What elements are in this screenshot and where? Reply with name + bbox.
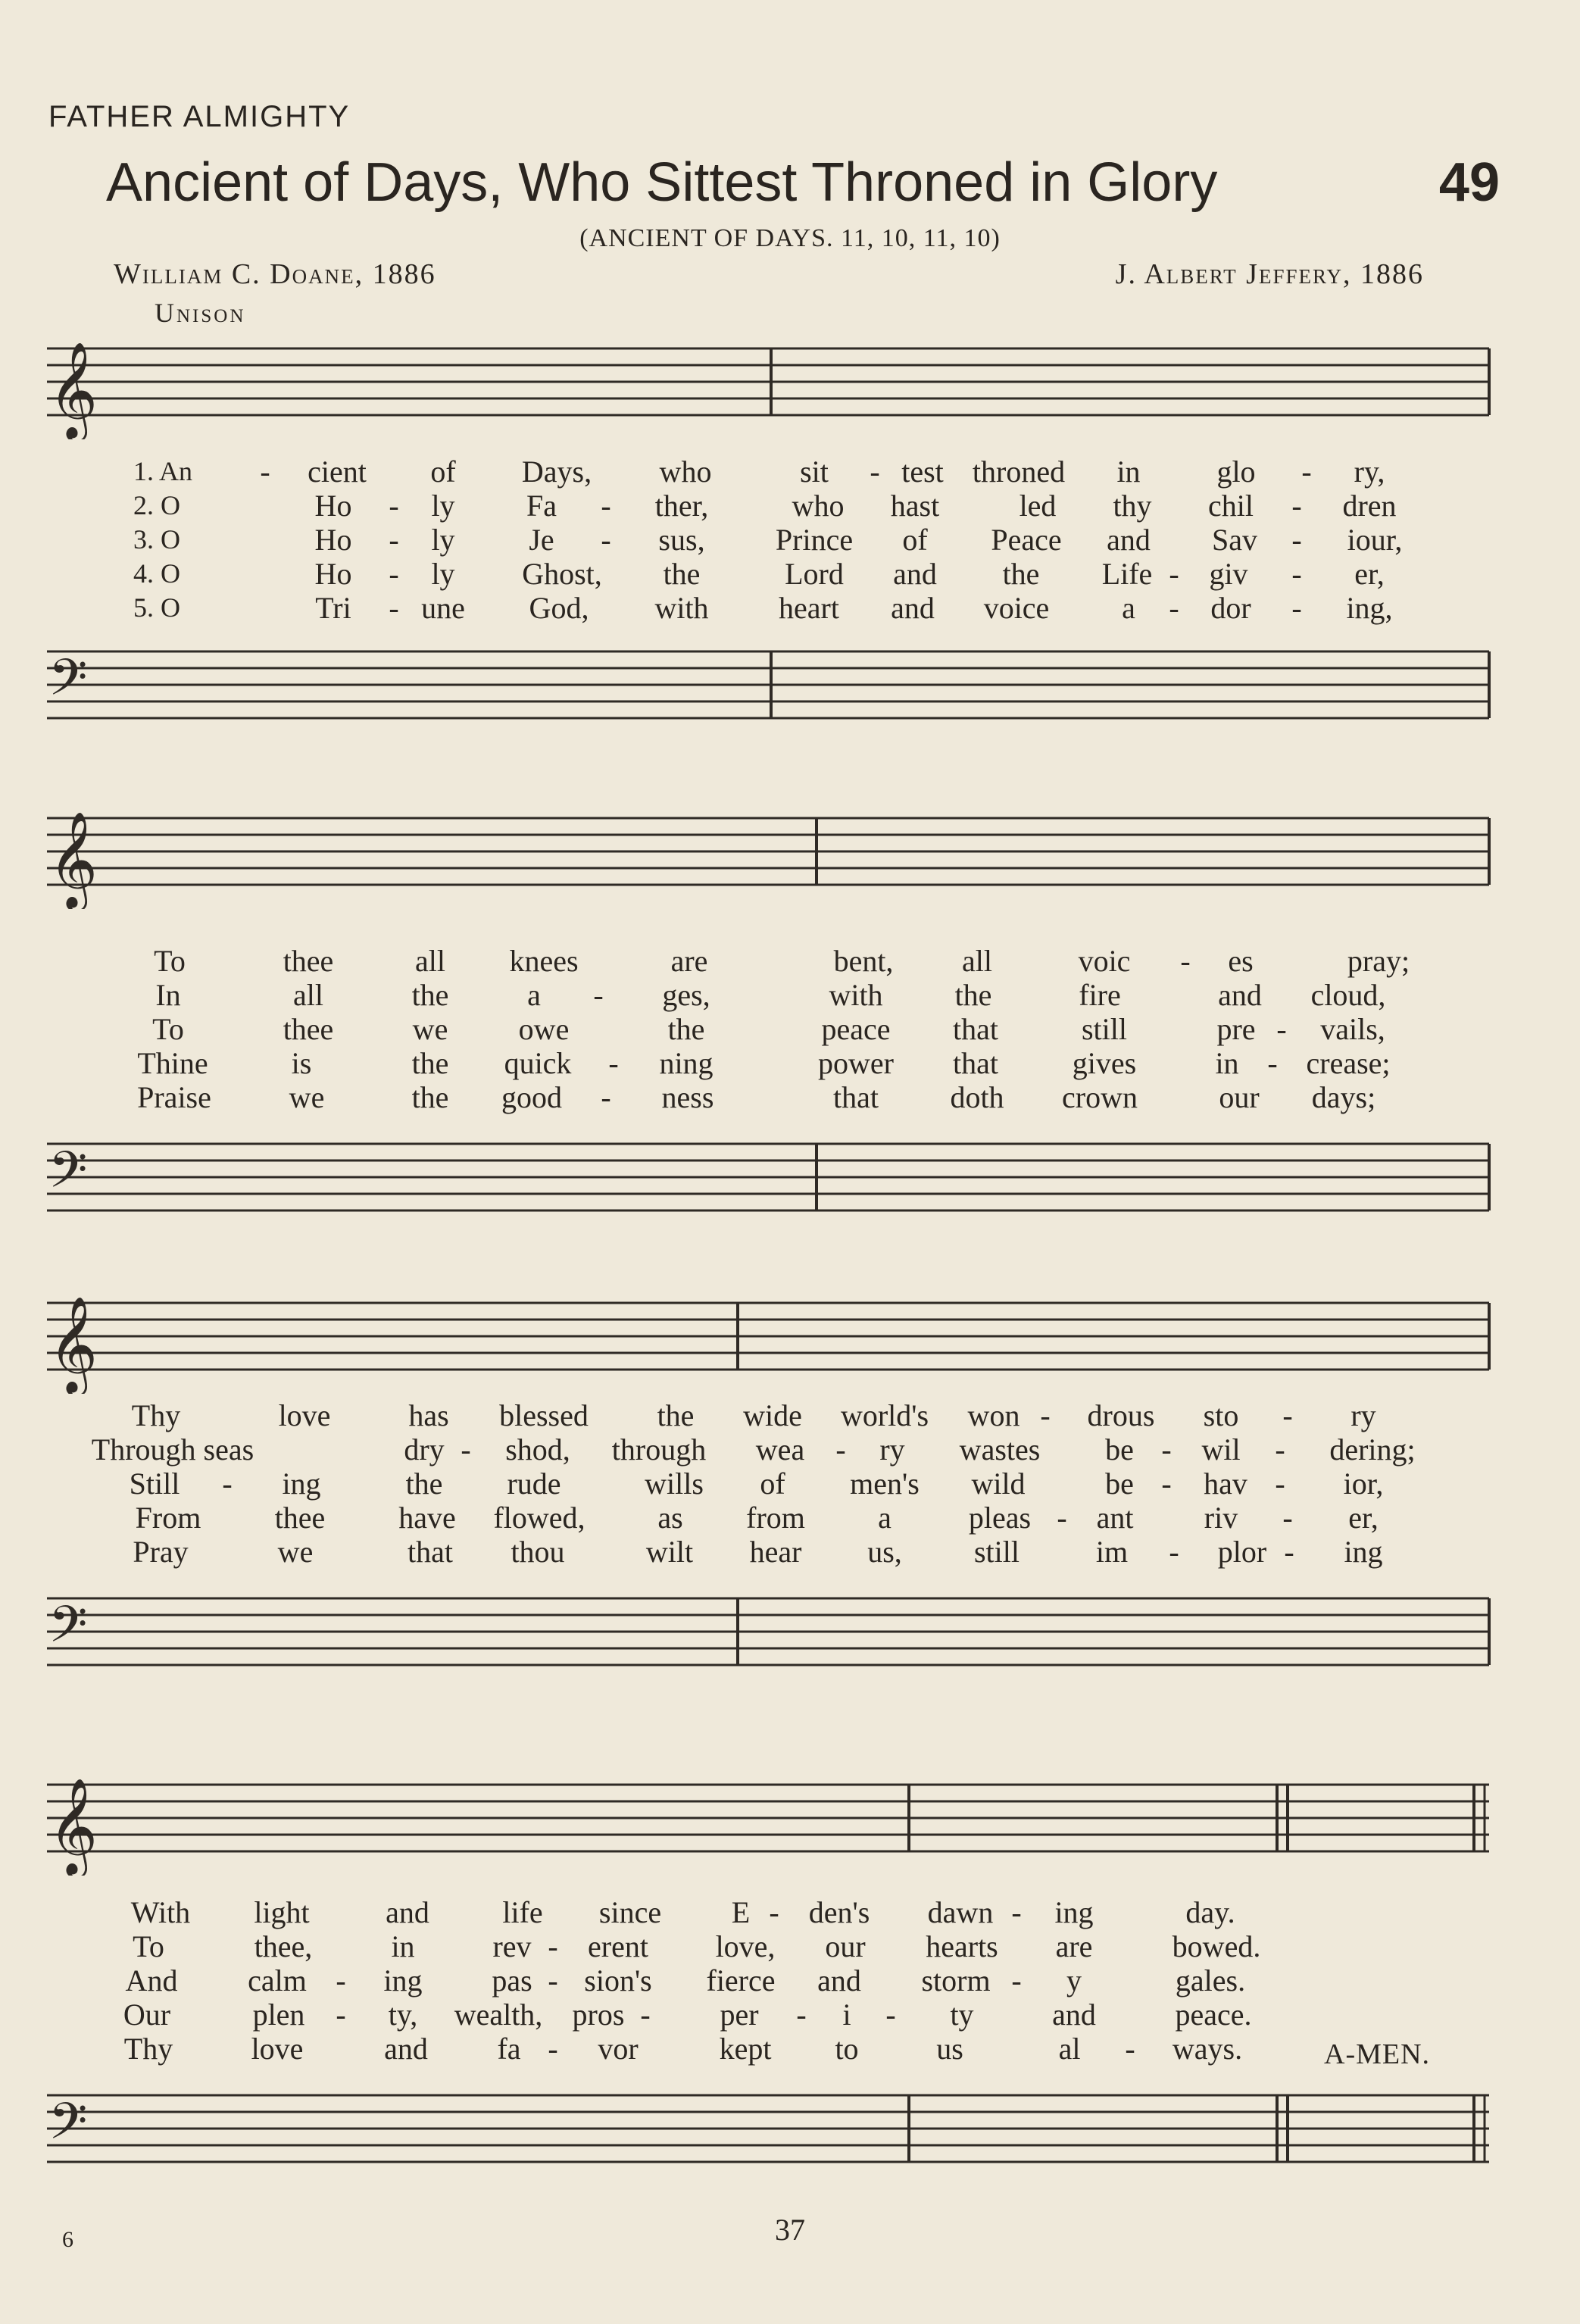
verse-line-1: With light and life since E - den's dawn - ing day. bbox=[130, 1895, 1235, 1929]
verse-line-5: Pray we that thou wilt hear us, still im - plor - ing bbox=[133, 1535, 1383, 1569]
signature-mark: 6 bbox=[62, 2227, 73, 2252]
bass-clef-icon: 𝄢 bbox=[48, 2092, 88, 2163]
composer-credit: J. Albert Jeffery, 1886 bbox=[1115, 258, 1424, 290]
bass-staff-1 bbox=[0, 636, 1580, 742]
staff-lines bbox=[47, 348, 1489, 415]
author-credit: William C. Doane, 1886 bbox=[114, 258, 436, 290]
bass-staff-4 bbox=[0, 2080, 1580, 2186]
verse-line-1: Thy love has blessed the wide world's won - drous sto - ry bbox=[131, 1398, 1376, 1432]
treble-staff-3 bbox=[0, 1288, 1580, 1394]
verse-line-5: 5. O Tri - une God, with heart and voice a - dor - ing, bbox=[133, 591, 1393, 625]
verse-line-3: And calm - ing pas - sion's fierce and storm - y gales. bbox=[125, 1963, 1246, 1998]
tune-name: (ANCIENT OF DAYS. 11, 10, 11, 10) bbox=[579, 224, 1001, 252]
section-heading: FATHER ALMIGHTY bbox=[48, 100, 351, 133]
verse-line-2: To thee, in rev - erent love, our hearts are bowed. bbox=[133, 1929, 1261, 1963]
lyrics-system-2 bbox=[0, 944, 1580, 1114]
unison-direction: Unison bbox=[155, 298, 246, 328]
treble-clef-icon: 𝄞 bbox=[48, 1777, 98, 1874]
verse-line-2: 2. O Ho - ly Fa - ther, who hast led thy chil - dren bbox=[133, 489, 1397, 523]
hymn-number: 49 bbox=[1438, 152, 1500, 213]
lyrics-system-3 bbox=[0, 1398, 1580, 1569]
verse-line-3: 3. O Ho - ly Je - sus, Prince of Peace and Sav - iour, bbox=[133, 523, 1403, 557]
bass-staff-2 bbox=[0, 1129, 1580, 1235]
page-number: 37 bbox=[775, 2213, 805, 2247]
treble-clef-icon: 𝄞 bbox=[48, 811, 98, 907]
treble-clef-icon: 𝄞 bbox=[48, 341, 98, 438]
hymn-title: Ancient of Days, Who Sittest Throned in Glory bbox=[106, 152, 1218, 213]
bass-clef-icon: 𝄢 bbox=[48, 648, 88, 719]
verse-line-2: In all the a - ges, with the fire and cloud, bbox=[155, 978, 1386, 1012]
bass-clef-icon: 𝄢 bbox=[48, 1595, 88, 1666]
verse-line-3: Still - ing the rude wills of men's wild be - hav - ior, bbox=[129, 1467, 1384, 1501]
treble-clef-icon: 𝄞 bbox=[48, 1295, 98, 1392]
verse-line-3: To thee we owe the peace that still pre - vails, bbox=[152, 1012, 1385, 1046]
verse-line-4: Our plen - ty, wealth, pros - per - i - ty and peace. bbox=[123, 1998, 1252, 2032]
bass-staff-3 bbox=[0, 1583, 1580, 1689]
verse-line-1: To thee all knees are bent, all voic - es pray; bbox=[154, 944, 1410, 978]
verse-line-4: From thee have flowed, as from a pleas - ant riv - er, bbox=[135, 1501, 1379, 1535]
verse-line-5: Thy love and fa - vor kept to us al - ways. bbox=[123, 2032, 1243, 2066]
verse-line-2: Through seas dry - shod, through wea - ry wastes be - wil - dering; bbox=[91, 1432, 1416, 1467]
treble-staff-4 bbox=[0, 1770, 1580, 1876]
lyrics-system-1 bbox=[0, 454, 1580, 625]
verse-line-5: Praise we the good - ness that doth crown our days; bbox=[137, 1080, 1376, 1114]
hymn-title-row bbox=[106, 148, 1500, 217]
treble-staff-1 bbox=[0, 333, 1580, 439]
verse-line-1: 1. An - cient of Days, who sit - test throned in glo - ry, bbox=[133, 454, 1385, 489]
amen-label: A-MEN. bbox=[1324, 2038, 1431, 2070]
verse-line-4: 4. O Ho - ly Ghost, the Lord and the Life - giv - er, bbox=[133, 557, 1385, 591]
verse-line-4: Thine is the quick - ning power that gives in - crease; bbox=[137, 1046, 1391, 1080]
treble-staff-2 bbox=[0, 803, 1580, 909]
bass-clef-icon: 𝄢 bbox=[48, 1141, 88, 1211]
